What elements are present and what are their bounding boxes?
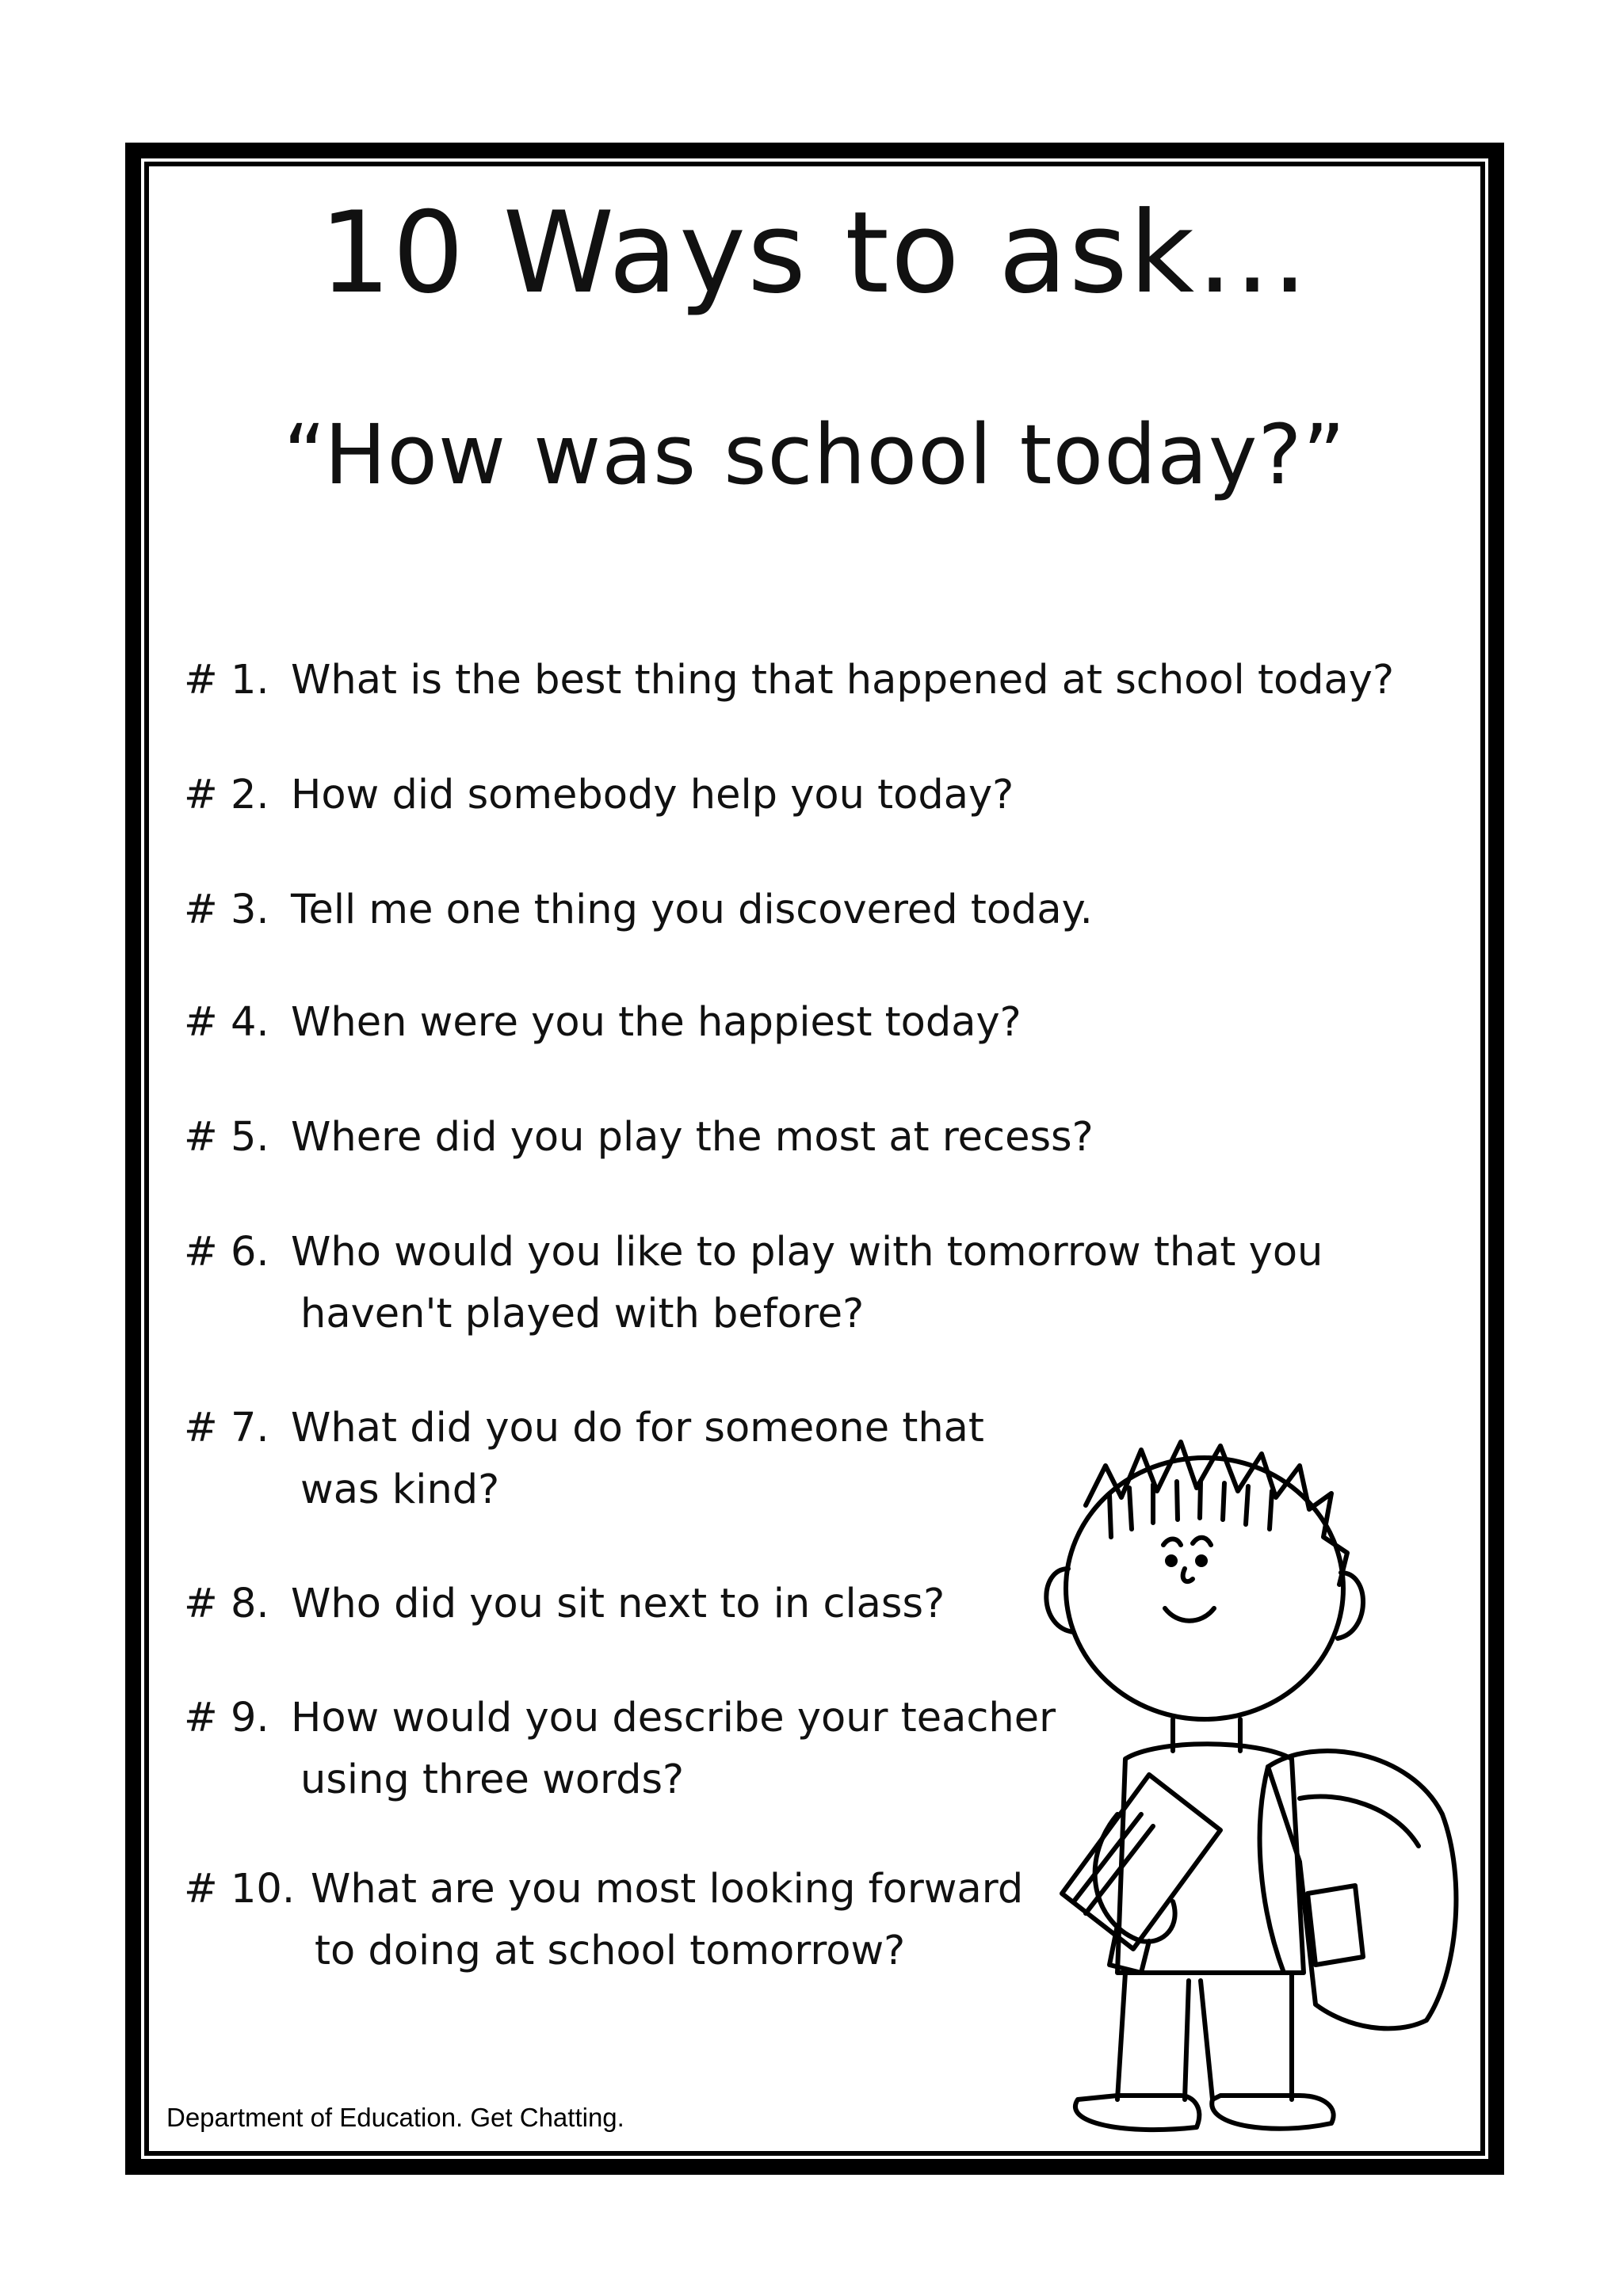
question-number: # 1.: [184, 657, 269, 704]
question-item: [184, 992, 1022, 1054]
arm-icon: [1095, 1814, 1175, 1942]
question-item: [184, 1688, 1056, 1811]
question-item: [184, 1859, 1023, 1982]
book-icon: [1062, 1775, 1220, 1949]
question-number: # 4.: [184, 999, 269, 1046]
question-item: [184, 1222, 1323, 1345]
poster-subtitle: “How was school today?”: [283, 406, 1346, 503]
question-text: What is the best thing that happened at school today?: [291, 657, 1395, 704]
question-text: What did you do for someone that: [291, 1405, 984, 1451]
question-text: How would you describe your teacher: [291, 1695, 1056, 1741]
question-text: What are you most looking forward: [311, 1866, 1024, 1913]
question-number: # 2.: [184, 772, 269, 818]
question-text: Tell me one thing you discovered today.: [291, 887, 1093, 933]
footer-credit: Department of Education. Get Chatting.: [166, 2103, 624, 2132]
question-text: Where did you play the most at recess?: [291, 1114, 1094, 1161]
backpack-icon: [1268, 1751, 1456, 2028]
question-text: Who would you like to play with tomorrow that you: [291, 1229, 1323, 1276]
question-number: # 5.: [184, 1114, 269, 1161]
question-number: # 9.: [184, 1695, 269, 1741]
question-text: How did somebody help you today?: [291, 772, 1014, 818]
question-item: [184, 1398, 984, 1521]
shoe-icon: [1212, 2096, 1333, 2129]
question-text-continued: to doing at school tomorrow?: [315, 1928, 906, 1974]
question-number: # 6.: [184, 1229, 269, 1276]
question-item: [184, 650, 1394, 711]
question-text-continued: using three words?: [300, 1756, 685, 1803]
question-number: # 7.: [184, 1405, 269, 1451]
boy-with-backpack-illustration: [1030, 1418, 1474, 2147]
question-text-continued: was kind?: [300, 1466, 500, 1513]
poster-title: 10 Ways to ask…: [319, 188, 1311, 318]
head-icon: [1066, 1458, 1343, 1719]
question-number: # 8.: [184, 1581, 269, 1627]
question-item: [184, 1573, 945, 1635]
question-item: [184, 765, 1014, 826]
shoe-icon: [1075, 2096, 1199, 2130]
question-text-continued: haven't played with before?: [300, 1291, 865, 1337]
question-text: Who did you sit next to in class?: [291, 1581, 945, 1627]
question-item: [184, 1107, 1094, 1169]
question-text: When were you the happiest today?: [291, 999, 1022, 1046]
question-item: [184, 879, 1093, 941]
question-number: # 3.: [184, 887, 269, 933]
hair-icon: [1086, 1442, 1347, 1585]
question-number: # 10.: [184, 1866, 296, 1913]
